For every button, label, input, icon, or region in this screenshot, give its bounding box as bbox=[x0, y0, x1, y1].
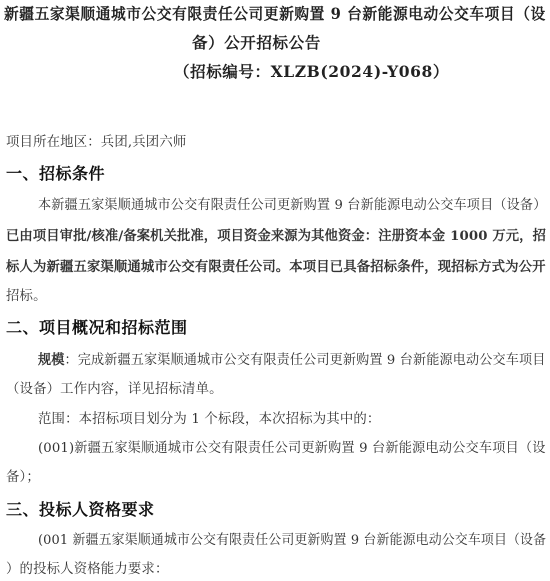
section-1-paragraph-line: 标人为新疆五家渠顺通城市公交有限责任公司。本项目已具备招标条件，现招标方式为公开 bbox=[6, 259, 546, 275]
scale-line bbox=[38, 350, 546, 371]
section-1-heading: 一、招标条件 bbox=[6, 164, 106, 183]
section-1-paragraph-line: 招标。 bbox=[6, 289, 47, 304]
qualification-line: (001 新疆五家渠顺通城市公交有限责任公司更新购置 9 台新能源电动公交车项目（设备 bbox=[38, 533, 547, 548]
scale-line-2: （设备）工作内容，详见招标清单。 bbox=[6, 382, 223, 397]
notice-title-line-2: 备）公开招标公告 bbox=[192, 33, 321, 52]
qualification-line: ）的投标人资格能力要求： bbox=[6, 562, 169, 577]
section-1-paragraph-line: 已由项目审批/核准/备案机关批准，项目资金来源为其他资金：注册资本金 1000 万元，招 bbox=[6, 228, 547, 244]
project-location: 项目所在地区：兵团,兵团六师 bbox=[6, 135, 187, 150]
scope-line: 范围：本招标项目划分为 1 个标段，本次招标为其中的： bbox=[38, 412, 381, 427]
scale-label: 规模 bbox=[38, 352, 65, 368]
lot-line: 备）； bbox=[6, 470, 40, 485]
lot-line: (001)新疆五家渠顺通城市公交有限责任公司更新购置 9 台新能源电动公交车项目（设 bbox=[38, 441, 546, 456]
section-3-heading: 三、投标人资格要求 bbox=[6, 500, 155, 519]
notice-title-line-1: 新疆五家渠顺通城市公交有限责任公司更新购置 9 台新能源电动公交车项目（设 bbox=[4, 4, 546, 23]
section-1-paragraph-line: 本新疆五家渠顺通城市公交有限责任公司更新购置 9 台新能源电动公交车项目（设备） bbox=[38, 198, 547, 213]
scale-text: ：完成新疆五家渠顺通城市公交有限责任公司更新购置 9 台新能源电动公交车项目 bbox=[64, 353, 546, 368]
section-2-heading: 二、项目概况和招标范围 bbox=[6, 318, 188, 337]
bid-number: （招标编号：XLZB(2024)-Y068） bbox=[174, 62, 449, 81]
